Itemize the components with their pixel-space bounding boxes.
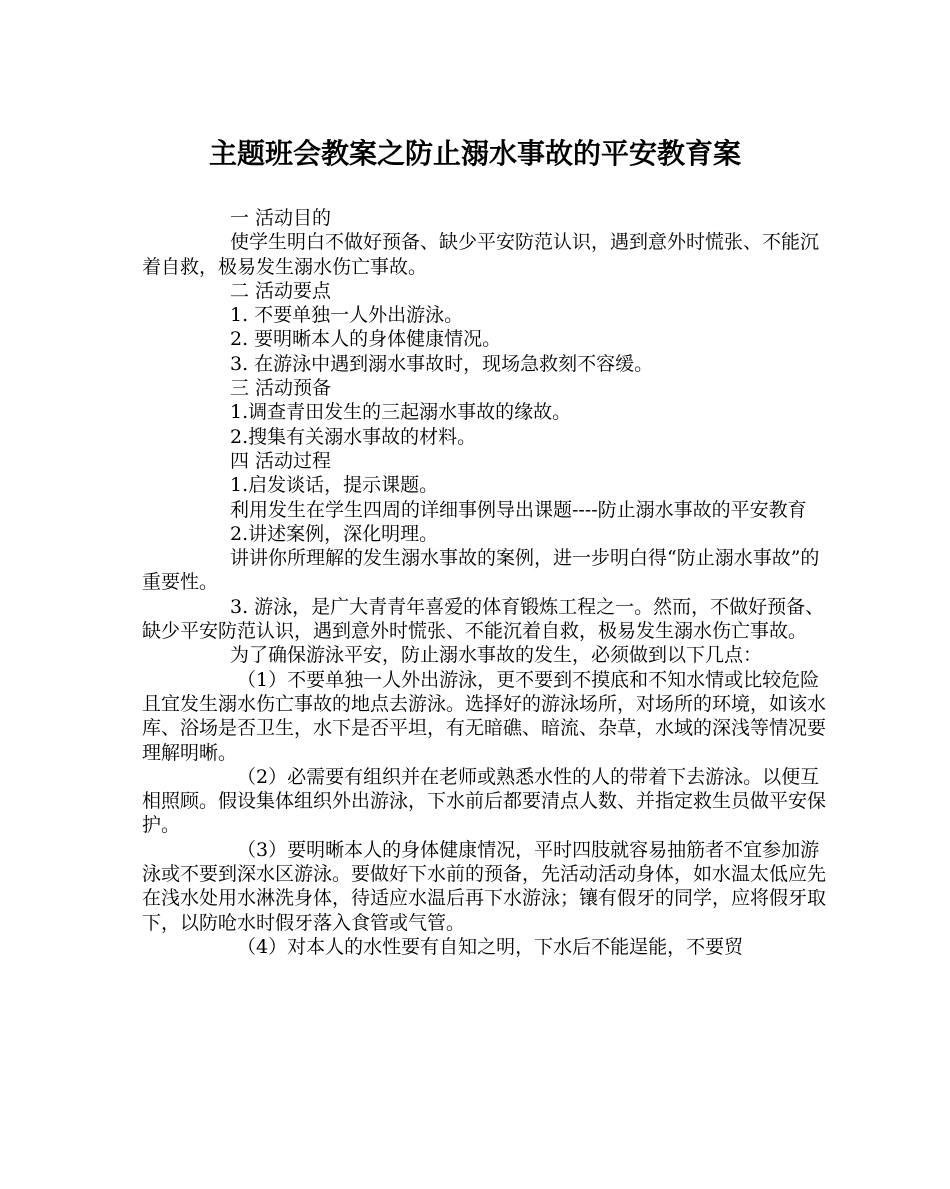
document-body <box>142 206 832 959</box>
safety-rule-2: （2）必需要有组织并在老师或熟悉水性的人的带着下去游泳。以便互相照顾。假设集体组织外出游泳，下水前后都要清点人数、并指定救生员做平安保护。 <box>142 765 827 837</box>
process-step-3-text: 3. 游泳，是广大青青年喜爱的体育锻炼工程之一。然而，不做好预备、缺少平安防范认识，遇到意外时慌张、不能沉着自救，极易发生溺水伤亡事故。 <box>142 595 825 643</box>
heading-process: 四 活动过程 <box>230 449 332 472</box>
safety-rule-1: （1）不要单独一人外出游泳，更不要到不摸底和不知水情或比较危险且宜发生溺水伤亡事故的地点去游泳。选择好的游泳场所，对场所的环境，如该水库、浴场是否卫生，水下是否平坦，有无暗礁、暗流、杂草，水域的深浅等情况要理解明晰。 <box>142 668 827 764</box>
preparation-2: 2.搜集有关溺水事故的材料。 <box>230 425 477 448</box>
process-step-1-text: 利用发生在学生四周的详细事例导出课题----防止溺水事故的平安教育 <box>230 498 807 521</box>
process-step-2-text: 讲讲你所理解的发生溺水事故的案例，进一步明白得“防止溺水事故”的重要性。 <box>142 547 820 594</box>
heading-key-points: 二 活动要点 <box>230 279 332 302</box>
heading-preparation: 三 活动预备 <box>230 377 332 400</box>
safety-rule-4: （4）对本人的水性要有自知之明，下水后不能逞能，不要贸 <box>237 935 744 958</box>
safety-rule-3: （3）要明晰本人的身体健康情况，平时四肢就容易抽筋者不宜参加游泳或不要到深水区游泳。要做好下水前的预备，先活动活动身体，如水温太低应先在浅水处用水淋洗身体，待适应水温后再下水游泳；镶有假牙的同学，应将假牙取下，以防呛水时假牙落入食管或气管。 <box>142 838 827 934</box>
heading-purpose: 一 活动目的 <box>230 207 332 229</box>
safety-intro: 为了确保游泳平安，防止溺水事故的发生，必须做到以下几点： <box>230 644 763 667</box>
process-step-2: 2.讲述案例，深化明理。 <box>230 522 439 545</box>
document-title: 主题班会教案之防止溺水事故的平安教育案 <box>208 137 741 170</box>
key-point-3: 3. 在游泳中遇到溺水事故时，现场急救刻不容缓。 <box>230 352 654 375</box>
paragraph-purpose: 使学生明白不做好预备、缺少平安防范认识，遇到意外时慌张、不能沉着自救，极易发生溺水伤亡事故。 <box>142 231 820 278</box>
key-point-2: 2. 要明晰本人的身体健康情况。 <box>230 328 502 351</box>
process-step-1: 1.启发谈话，提示课题。 <box>230 474 439 497</box>
preparation-1: 1.调查青田发生的三起溺水事故的缘故。 <box>230 401 572 424</box>
key-point-1: 1. 不要单独一人外出游泳。 <box>230 304 464 327</box>
